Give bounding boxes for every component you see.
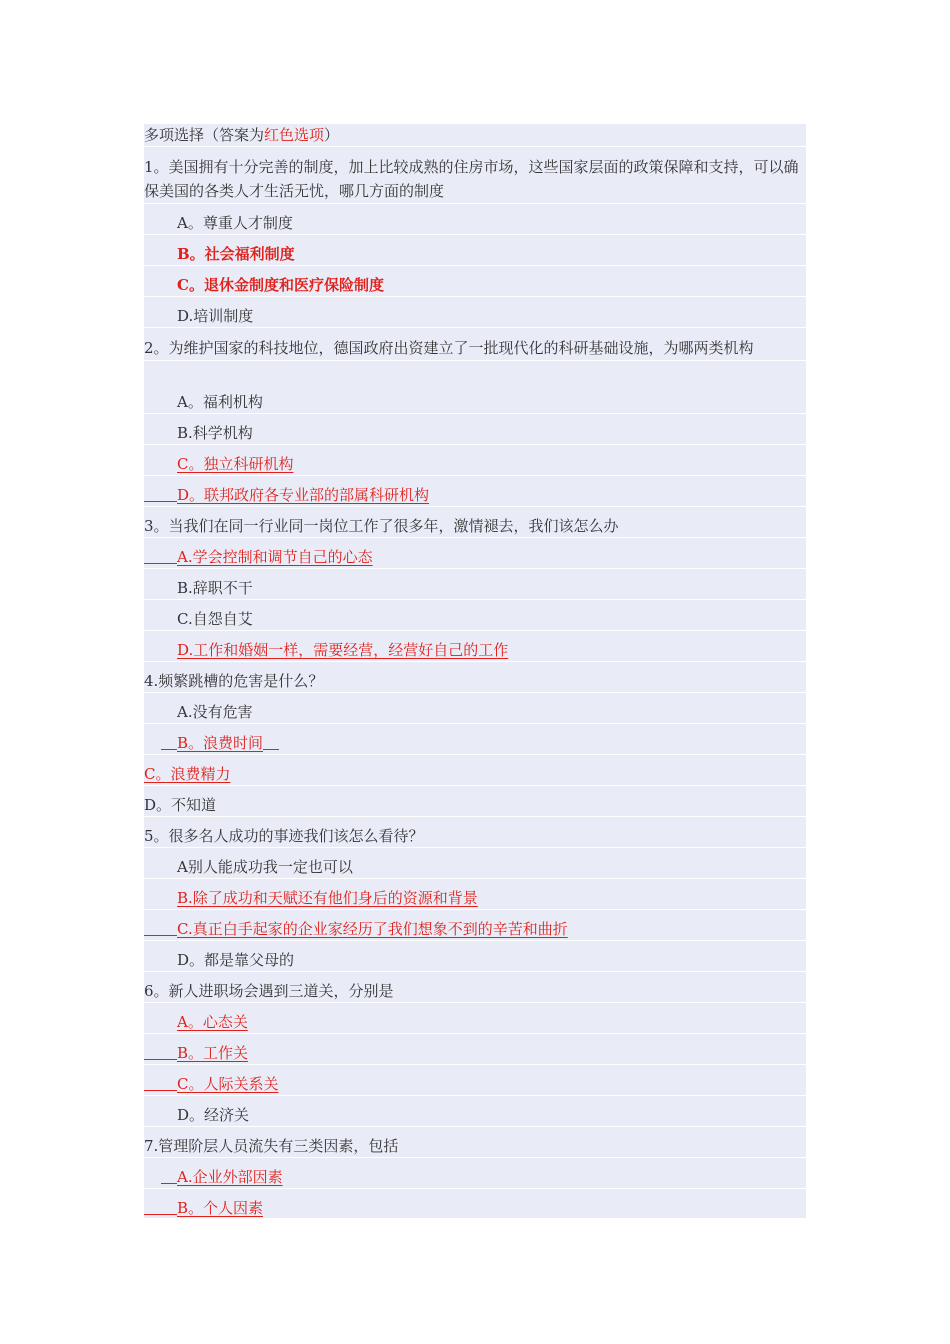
- underline-lead: [144, 546, 177, 564]
- q1-option-d: D.培训制度: [144, 305, 806, 328]
- q4-option-b-row: [144, 732, 806, 755]
- q5-option-b-row: [144, 887, 806, 910]
- q2-option-d: D。联邦政府各专业部的部属科研机构: [177, 486, 430, 504]
- q2-option-d-row: [144, 484, 806, 507]
- q1-option-a: A。尊重人才制度: [144, 212, 806, 235]
- q7-option-b: B。个人因素: [177, 1199, 264, 1217]
- underline-lead: [144, 1073, 177, 1091]
- section-header: [144, 124, 806, 147]
- q3-option-b: B.辞职不干: [144, 577, 806, 600]
- question-4: 4.频繁跳槽的危害是什么？: [144, 670, 806, 693]
- underline-lead: [144, 1197, 177, 1215]
- q6-option-c: C。人际关系关: [177, 1075, 279, 1093]
- q7-option-a-row: [144, 1166, 806, 1189]
- underline-lead: [161, 1166, 177, 1184]
- q6-option-c-row: [144, 1073, 806, 1096]
- q2-option-b: B.科学机构: [144, 422, 806, 445]
- q5-option-c: C.真正白手起家的企业家经历了我们想象不到的辛苦和曲折: [177, 920, 568, 938]
- question-2: 2。为维护国家的科技地位，德国政府出资建立了一批现代化的科研基础设施，为哪两类机构: [144, 336, 806, 361]
- q4-option-b: B。浪费时间: [177, 734, 264, 752]
- q7-option-b-row: [144, 1197, 806, 1219]
- q6-option-b-row: [144, 1042, 806, 1065]
- underline-lead: [144, 918, 177, 936]
- underline-lead: [161, 732, 177, 750]
- q6-option-a-row: [144, 1011, 806, 1034]
- q3-option-a-row: [144, 546, 806, 569]
- q7-option-a: A.企业外部因素: [177, 1168, 283, 1186]
- q2-option-a: A。福利机构: [144, 391, 806, 414]
- q5-option-a: A别人能成功我一定也可以: [144, 856, 806, 879]
- q1-option-b: B。社会福利制度: [144, 243, 806, 266]
- q2-option-c: C。独立科研机构: [177, 455, 294, 473]
- question-5: 5。很多名人成功的事迹我们该怎么看待？: [144, 825, 806, 848]
- underline-lead: [144, 1042, 177, 1060]
- document-panel: [144, 124, 806, 1218]
- header-prefix: 多项选择（答案为: [144, 126, 265, 144]
- q3-option-d-row: [144, 639, 806, 662]
- q6-option-b: B。工作关: [177, 1044, 249, 1062]
- q5-option-c-row: [144, 918, 806, 941]
- question-6: 6。新人进职场会遇到三道关，分别是: [144, 980, 806, 1003]
- question-3: 3。当我们在同一行业同一岗位工作了很多年，激情褪去，我们该怎么办: [144, 515, 806, 538]
- q3-option-c: C.自怨自艾: [144, 608, 806, 631]
- question-1: 1。美国拥有十分完善的制度，加上比较成熟的住房市场，这些国家层面的政策保障和支持，可以确保美国的各类人才生活无忧，哪几方面的制度: [144, 155, 806, 204]
- underline-trail: [263, 732, 279, 750]
- q4-option-c-row: [144, 763, 806, 786]
- q4-option-c: C。浪费精力: [144, 765, 231, 783]
- header-highlight: 红色选项: [264, 126, 325, 144]
- underline-lead: [144, 484, 177, 502]
- q4-option-d: D。不知道: [144, 794, 806, 817]
- q1-option-c: C。退休金制度和医疗保险制度: [144, 274, 806, 297]
- header-suffix: ）: [324, 126, 340, 144]
- question-7: 7.管理阶层人员流失有三类因素，包括: [144, 1135, 806, 1158]
- q5-option-b: B.除了成功和天赋还有他们身后的资源和背景: [177, 889, 478, 907]
- q2-option-c-row: [144, 453, 806, 476]
- q3-option-d: D.工作和婚姻一样，需要经营，经营好自己的工作: [177, 641, 509, 659]
- q5-option-d: D。都是靠父母的: [144, 949, 806, 972]
- q6-option-a: A。心态关: [177, 1013, 248, 1031]
- q4-option-a: A.没有危害: [144, 701, 806, 724]
- q3-option-a: A.学会控制和调节自己的心态: [177, 548, 373, 566]
- q6-option-d: D。经济关: [144, 1104, 806, 1127]
